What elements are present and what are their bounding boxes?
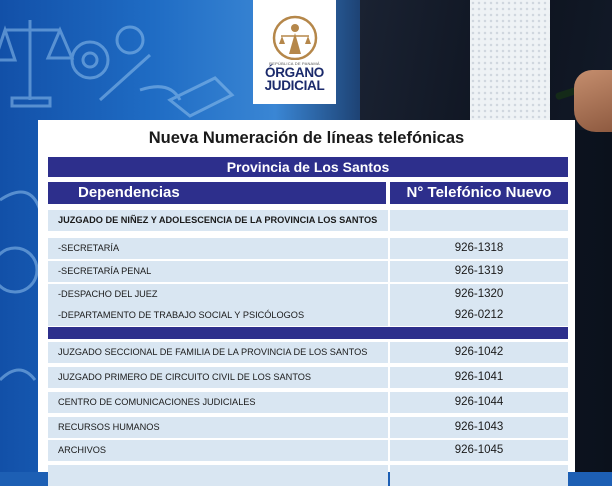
hand-shape	[574, 70, 612, 132]
table-row	[48, 210, 568, 231]
dependency-name: -DESPACHO DEL JUEZ	[48, 284, 388, 305]
phone-number: 926-1042	[390, 342, 568, 363]
phone-number: 926-1320	[390, 284, 568, 305]
table-row	[48, 392, 568, 413]
phone-number-cut	[390, 465, 568, 486]
phone-cell-empty	[390, 210, 568, 231]
province-header: Provincia de Los Santos	[48, 157, 568, 177]
dependency-name: -DEPARTAMENTO DE TRABAJO SOCIAL Y PSICÓLOGOS	[48, 305, 388, 326]
dependency-name: -SECRETARÍA PENAL	[48, 261, 388, 282]
column-header-dependencias: Dependencias	[48, 182, 386, 204]
dependency-name: ARCHIVOS	[48, 440, 388, 461]
dependency-name: -SECRETARÍA	[48, 238, 388, 259]
shirt-pattern	[470, 0, 550, 120]
table-row	[48, 417, 568, 438]
phone-number: 926-1043	[390, 417, 568, 438]
justice-seal-icon	[271, 14, 319, 60]
organo-judicial-logo	[253, 0, 336, 104]
group-heading: JUZGADO DE NIÑEZ Y ADOLESCENCIA DE LA PROVINCIA LOS SANTOS	[48, 210, 388, 231]
table-row	[48, 238, 568, 259]
logo-line1: ÓRGANO	[265, 65, 324, 80]
phone-number: 926-1045	[390, 440, 568, 461]
dependency-name: RECURSOS HUMANOS	[48, 417, 388, 438]
phone-table-card	[38, 120, 575, 472]
dependency-name: JUZGADO SECCIONAL DE FAMILIA DE LA PROVINCIA DE LOS SANTOS	[48, 342, 388, 363]
table-row	[48, 261, 568, 282]
table-row	[48, 367, 568, 388]
phone-number: 926-1041	[390, 367, 568, 388]
column-header-telefono: N° Telefónico Nuevo	[390, 182, 568, 204]
section-separator	[48, 327, 568, 339]
table-row	[48, 305, 568, 326]
table-row	[48, 440, 568, 461]
phone-number: 926-0212	[390, 305, 568, 326]
table-row	[48, 342, 568, 363]
phone-number: 926-1044	[390, 392, 568, 413]
logo-line2: JUDICIAL	[264, 78, 325, 93]
phone-number: 926-1318	[390, 238, 568, 259]
table-row-partial	[48, 465, 568, 486]
page-title: Nueva Numeración de líneas telefónicas	[148, 129, 465, 147]
logo-republic: REPÚBLICA DE PANAMÁ	[269, 61, 320, 66]
phone-number: 926-1319	[390, 261, 568, 282]
table-row	[48, 284, 568, 305]
dependency-name-cut	[48, 465, 388, 486]
dependency-name: CENTRO DE COMUNICACIONES JUDICIALES	[48, 392, 388, 413]
dependency-name: JUZGADO PRIMERO DE CIRCUITO CIVIL DE LOS SANTOS	[48, 367, 388, 388]
